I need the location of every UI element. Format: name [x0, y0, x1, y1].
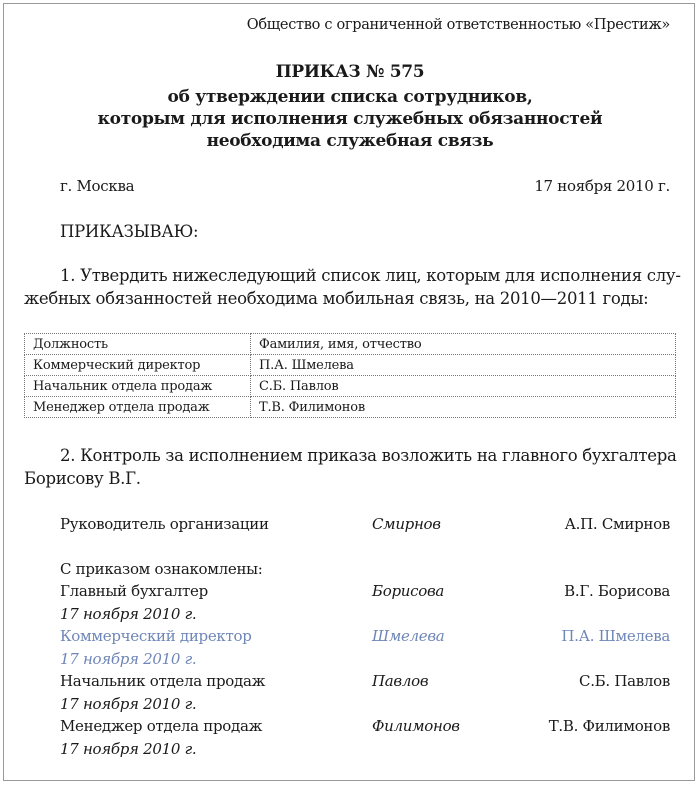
item2-line-2: Борисову В.Г. — [24, 469, 141, 488]
cell-name: П.А. Шмелева — [251, 355, 676, 376]
item1-line-1: 1. Утвердить нижеследующий список лиц, которым для исполнения слу- — [60, 266, 681, 285]
table-row — [25, 397, 676, 418]
table-row — [25, 355, 676, 376]
place: г. Москва — [60, 177, 135, 195]
ack-date: 17 ноября 2010 г. — [60, 740, 197, 758]
ack-position: Коммерческий директор — [60, 627, 252, 645]
cell-name: Т.В. Филимонов — [251, 397, 676, 418]
ack-position: Главный бухгалтер — [60, 582, 208, 600]
organization-name: Общество с ограниченной ответственностью «Престиж» — [246, 17, 670, 33]
cell-position: Начальник отдела продаж — [25, 376, 251, 397]
ack-name: В.Г. Борисова — [564, 582, 670, 600]
ack-date: 17 ноября 2010 г. — [60, 695, 197, 713]
table-row — [25, 376, 676, 397]
head-signature: Смирнов — [372, 515, 441, 533]
cell-position: Менеджер отдела продаж — [25, 397, 251, 418]
header-position: Должность — [25, 334, 251, 355]
cell-name: С.Б. Павлов — [251, 376, 676, 397]
ack-name: С.Б. Павлов — [579, 672, 670, 690]
order-subtitle-line-3: необходима служебная связь — [206, 131, 494, 151]
ack-date: 17 ноября 2010 г. — [60, 605, 197, 623]
order-word: ПРИКАЗЫВАЮ: — [60, 222, 199, 241]
order-title: ПРИКАЗ № 575 — [275, 62, 425, 82]
head-name: А.П. Смирнов — [564, 515, 670, 533]
ack-name: Т.В. Филимонов — [548, 717, 670, 735]
ack-signature: Филимонов — [372, 717, 460, 735]
ack-date: 17 ноября 2010 г. — [60, 650, 197, 668]
ack-signature: Шмелева — [372, 627, 445, 645]
acknowledged-label: С приказом ознакомлены: — [60, 560, 263, 578]
table-header-row — [25, 334, 676, 355]
ack-position: Менеджер отдела продаж — [60, 717, 263, 735]
ack-name: П.А. Шмелева — [561, 627, 670, 645]
item2-line-1: 2. Контроль за исполнением приказа возложить на главного бухгалтера — [60, 446, 677, 465]
order-subtitle-line-1: об утверждении списка сотрудников, — [167, 87, 533, 107]
order-date: 17 ноября 2010 г. — [534, 177, 670, 195]
order-subtitle-line-2: которым для исполнения служебных обязанностей — [97, 109, 603, 129]
header-name: Фамилия, имя, отчество — [251, 334, 676, 355]
ack-position: Начальник отдела продаж — [60, 672, 266, 690]
ack-signature: Павлов — [372, 672, 429, 690]
employee-table — [24, 333, 676, 418]
item1-line-2: жебных обязанностей необходима мобильная связь, на 2010—2011 годы: — [24, 289, 649, 308]
cell-position: Коммерческий директор — [25, 355, 251, 376]
ack-signature: Борисова — [372, 582, 445, 600]
head-position: Руководитель организации — [60, 515, 269, 533]
